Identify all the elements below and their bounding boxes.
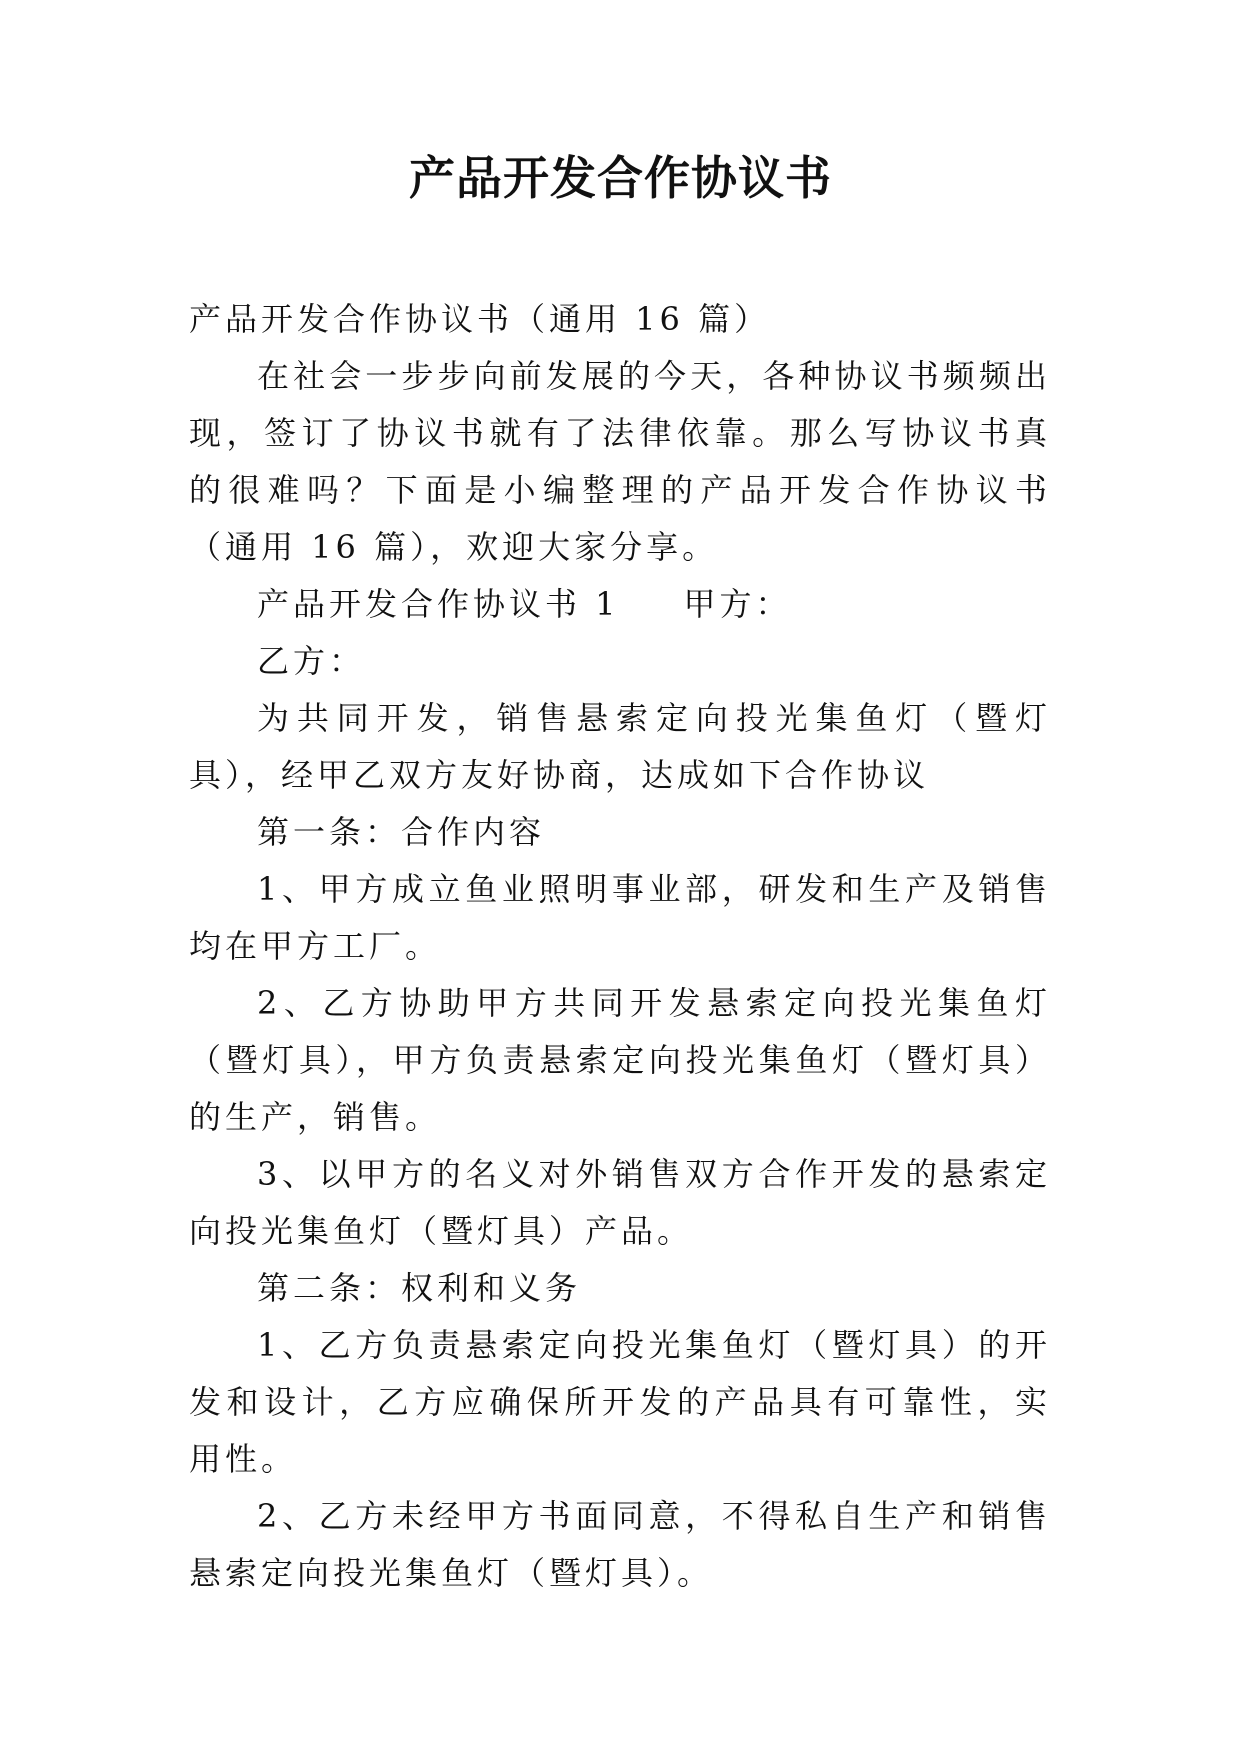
document-title: 产品开发合作协议书 (409, 151, 832, 205)
agreement-heading-line (189, 576, 1051, 633)
party-a-label: 甲方： (683, 585, 792, 623)
document-body (189, 291, 1051, 1602)
article-1-title: 第一条：合作内容 (257, 813, 546, 851)
article-1-item: 3、以甲方的名义对外销售双方合作开发的悬索定向投光集鱼灯（暨灯具）产品。 (189, 1155, 1051, 1250)
intro-paragraph: 在社会一步步向前发展的今天，各种协议书频频出现，签订了协议书就有了法律依靠。那么写协议书真的很难吗？下面是小编整理的产品开发合作协议书（通用 16 篇），欢迎大家分享。 (189, 357, 1051, 566)
purpose-paragraph: 为共同开发，销售悬索定向投光集鱼灯（暨灯具），经甲乙双方友好协商，达成如下合作协议 (189, 699, 1051, 794)
article-2-title: 第二条：权利和义务 (257, 1269, 582, 1307)
party-b-label: 乙方： (257, 642, 366, 680)
article-1-item: 1、甲方成立鱼业照明事业部，研发和生产及销售均在甲方工厂。 (189, 870, 1051, 965)
article-1-item: 2、乙方协助甲方共同开发悬索定向投光集鱼灯（暨灯具），甲方负责悬索定向投光集鱼灯（暨灯具）的生产，销售。 (189, 984, 1051, 1136)
article-2-item: 1、乙方负责悬索定向投光集鱼灯（暨灯具）的开发和设计，乙方应确保所开发的产品具有可靠性，实用性。 (189, 1326, 1051, 1478)
article-2-item: 2、乙方未经甲方书面同意，不得私自生产和销售悬索定向投光集鱼灯（暨灯具）。 (189, 1497, 1051, 1592)
document-subtitle: 产品开发合作协议书（通用 16 篇） (189, 300, 771, 338)
agreement-heading: 产品开发合作协议书 1 (257, 585, 620, 623)
